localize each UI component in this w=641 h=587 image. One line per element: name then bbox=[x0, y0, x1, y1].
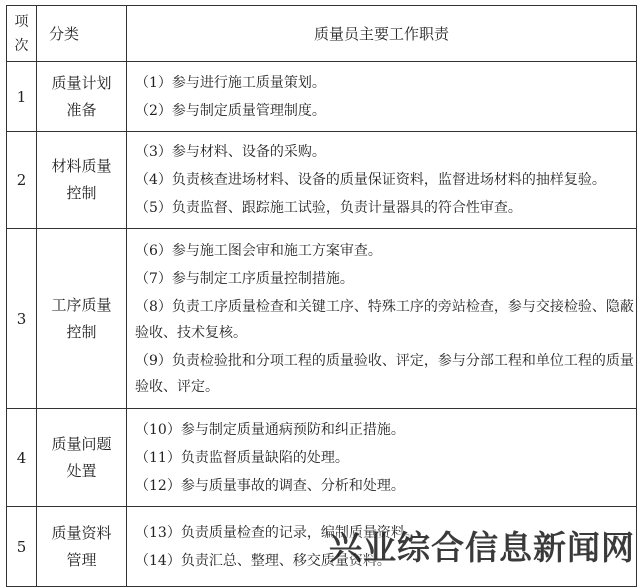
duty-item: （9）负责检验批和分项工程的质量验收、评定，参与分部工程和单位工程的质量验收、评定。 bbox=[135, 352, 634, 395]
duty-item: （8）负责工序质量检查和关键工序、特殊工序的旁站检查，参与交接检验、隐蔽验收、技术复核。 bbox=[135, 298, 634, 341]
row-duties bbox=[127, 62, 637, 132]
duty-item: （13）负责质量检查的记录，编制质量资料。 bbox=[135, 524, 419, 541]
table-row bbox=[7, 132, 637, 229]
header-index bbox=[7, 6, 37, 62]
duty-item: （2）参与制定质量管理制度。 bbox=[135, 102, 326, 119]
duty-table bbox=[6, 5, 637, 587]
row-index: 4 bbox=[7, 409, 37, 507]
row-category bbox=[37, 409, 127, 507]
header-index-line1: 项 bbox=[14, 13, 29, 30]
category-line: 质量资料 bbox=[51, 523, 112, 542]
row-category bbox=[37, 132, 127, 229]
category-line: 处置 bbox=[66, 461, 97, 480]
duty-item: （12）参与质量事故的调查、分析和处理。 bbox=[135, 477, 405, 494]
row-index: 5 bbox=[7, 507, 37, 587]
duty-item: （7）参与制定工序质量控制措施。 bbox=[135, 270, 354, 287]
category-line: 控制 bbox=[66, 184, 97, 202]
table-row bbox=[7, 62, 637, 132]
header-duty: 质量员主要工作职责 bbox=[127, 6, 637, 62]
watermark: 兴业综合信息新闻网 bbox=[329, 527, 635, 567]
category-line: 管理 bbox=[66, 550, 97, 569]
header-category: 分类 bbox=[37, 6, 127, 62]
category-line: 控制 bbox=[66, 322, 97, 341]
category-line: 质量计划 bbox=[51, 73, 112, 92]
category-line: 工序质量 bbox=[51, 295, 112, 314]
duty-item: （6）参与施工图会审和施工方案审查。 bbox=[135, 242, 382, 259]
row-index: 1 bbox=[7, 62, 37, 132]
duty-item: （1）参与进行施工质量策划。 bbox=[135, 74, 326, 91]
row-category bbox=[37, 62, 127, 132]
category-line: 材料质量 bbox=[51, 157, 112, 175]
table-header-row bbox=[7, 6, 637, 62]
row-index: 3 bbox=[7, 229, 37, 409]
row-duties bbox=[127, 132, 637, 229]
category-line: 质量问题 bbox=[51, 434, 112, 453]
duty-item: （14）负责汇总、整理、移交质量资料。 bbox=[135, 552, 391, 569]
table-row bbox=[7, 409, 637, 507]
row-duties bbox=[127, 229, 637, 409]
duty-item: （11）负责监督质量缺陷的处理。 bbox=[135, 449, 349, 466]
row-category bbox=[37, 229, 127, 409]
duty-item: （3）参与材料、设备的采购。 bbox=[135, 144, 326, 160]
row-index: 2 bbox=[7, 132, 37, 229]
duty-item: （5）负责监督、跟踪施工试验，负责计量器具的符合性审查。 bbox=[135, 200, 522, 216]
duty-item: （4）负责核查进场材料、设备的质量保证资料，监督进场材料的抽样复验。 bbox=[135, 172, 606, 188]
category-line: 准备 bbox=[66, 100, 97, 119]
header-index-line2: 次 bbox=[14, 37, 29, 54]
row-category bbox=[37, 507, 127, 587]
duty-item: （10）参与制定质量通病预防和纠正措施。 bbox=[135, 421, 405, 438]
table-row bbox=[7, 229, 637, 409]
row-duties bbox=[127, 409, 637, 507]
